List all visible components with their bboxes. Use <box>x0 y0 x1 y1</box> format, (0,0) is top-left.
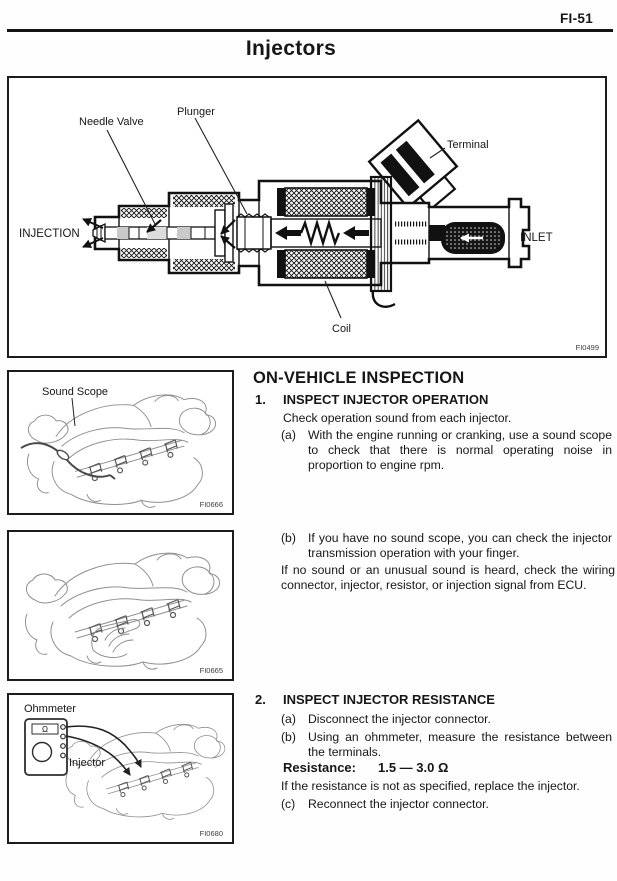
figure-id: FI0666 <box>199 500 223 509</box>
figure-id: FI0665 <box>199 666 223 675</box>
mounting-flange <box>371 177 391 291</box>
figure-id-main: FI0499 <box>575 343 599 352</box>
resistance-spec <box>283 760 448 775</box>
finger-check-illustration <box>9 532 232 679</box>
figure-ohmmeter-check <box>7 693 234 844</box>
sound-scope-illustration <box>9 372 232 513</box>
step-1a-label: (a) <box>281 428 296 442</box>
page-title: Injectors <box>245 37 337 60</box>
step-1a-text: With the engine running or cranking, use a sound scope to check that there is normal operating noise in proportion to engine rpm. <box>308 428 612 472</box>
step-2a-label: (a) <box>281 712 296 726</box>
resistance-spec-label: Resistance: <box>283 760 356 775</box>
step-2c-label: (c) <box>281 797 296 811</box>
section1-note: If no sound or an unusual sound is heard, check the wiring connector, injector, resistor, or injection signal from ECU. <box>281 563 615 592</box>
injector-diagram <box>9 78 605 356</box>
step-2c <box>281 797 612 812</box>
figure-injector-cross-section <box>7 76 607 358</box>
section2-number: 2. <box>255 692 266 707</box>
label-terminal: Terminal <box>447 139 489 151</box>
section1-title: INSPECT INJECTOR OPERATION <box>283 392 489 407</box>
section1-intro: Check operation sound from each injector. <box>283 411 512 425</box>
label-inlet: INLET <box>520 232 553 244</box>
section1-number: 1. <box>255 392 266 407</box>
sound-scope-drawing <box>21 443 115 479</box>
leader-line <box>72 398 75 426</box>
step-1b <box>281 531 612 561</box>
label-sound-scope: Sound Scope <box>42 386 109 398</box>
header-rule <box>7 29 613 32</box>
figure-sound-scope <box>7 370 234 515</box>
page-number: FI-51 <box>560 11 594 26</box>
ohmmeter-illustration <box>9 695 232 842</box>
label-injector: Injector <box>69 757 106 769</box>
figure-finger-check <box>7 530 234 681</box>
label-needle-valve: Needle Valve <box>79 116 144 128</box>
flange-hook <box>373 291 395 307</box>
resistance-spec-value: 1.5 — 3.0 Ω <box>377 760 449 775</box>
step-2b <box>281 730 612 760</box>
valve-spacer <box>215 204 233 262</box>
section2-title: INSPECT INJECTOR RESISTANCE <box>283 692 495 707</box>
ohmmeter-drawing <box>25 719 67 775</box>
figure-id: FI0680 <box>199 829 223 838</box>
step-1a <box>281 428 612 473</box>
label-injection: INJECTION <box>19 228 80 240</box>
plunger-drawing <box>237 214 271 252</box>
engine-line-art <box>66 724 225 819</box>
step-2a <box>281 712 612 727</box>
step-2b-text: Using an ohmmeter, measure the resistance between the terminals. <box>308 730 612 759</box>
step-2c-text: Reconnect the injector connector. <box>308 797 489 811</box>
label-coil: Coil <box>332 323 351 335</box>
section2-note: If the resistance is not as specified, replace the injector. <box>281 779 580 793</box>
label-ohmmeter: Ohmmeter <box>24 703 76 715</box>
label-plunger: Plunger <box>177 106 215 118</box>
section-heading: ON-VEHICLE INSPECTION <box>253 369 465 387</box>
engine-line-art <box>27 395 215 507</box>
step-1b-label: (b) <box>281 531 296 545</box>
ohm-symbol: Ω <box>42 725 48 734</box>
step-1b-text: If you have no sound scope, you can check the injector transmission operation with your finger. <box>308 531 612 560</box>
engine-line-art <box>25 553 219 669</box>
step-2b-label: (b) <box>281 730 296 744</box>
step-2a-text: Disconnect the injector connector. <box>308 712 491 726</box>
